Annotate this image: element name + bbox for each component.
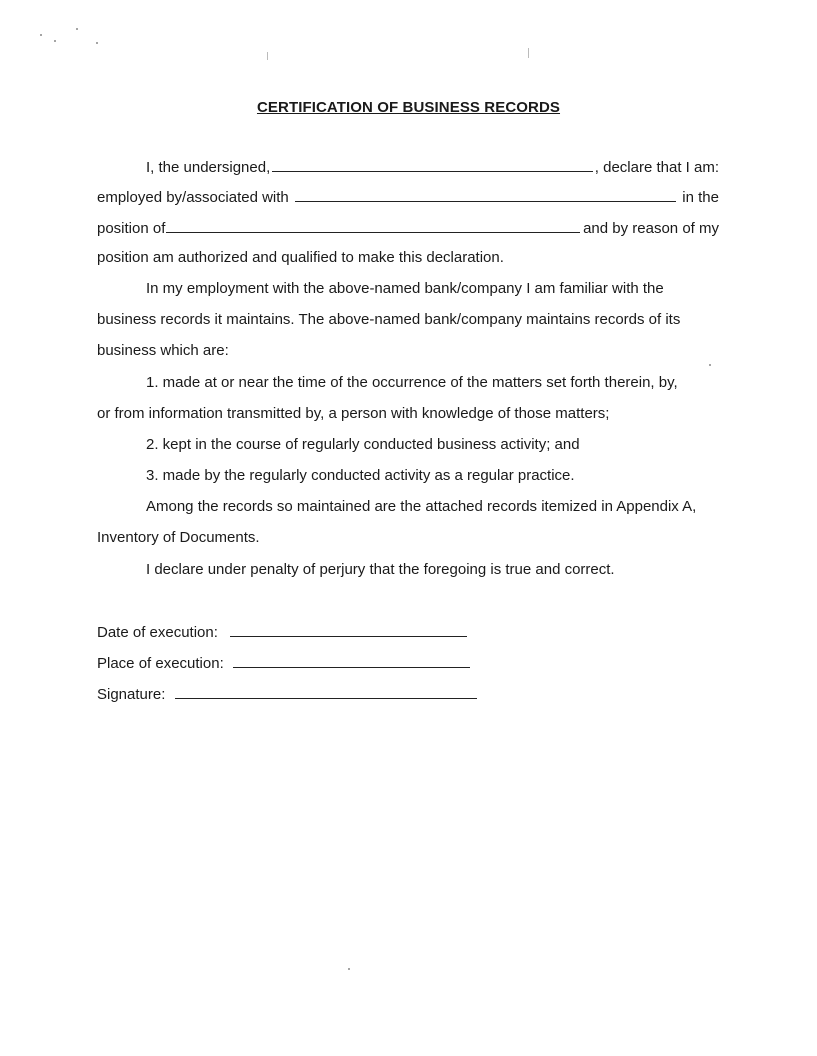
item-2: 2. kept in the course of regularly conducted business activity; and: [146, 436, 580, 453]
item-3: 3. made by the regularly conducted activity as a regular practice.: [146, 467, 575, 484]
place-blank[interactable]: [233, 653, 470, 668]
scan-speck: [96, 42, 98, 44]
date-field-row: [97, 622, 487, 642]
declaration-line-3: [97, 218, 719, 238]
employment-line-3: business which are:: [97, 342, 229, 359]
in-the-label: in the: [682, 189, 719, 206]
declaration-line-4: position am authorized and qualified to make this declaration.: [97, 249, 504, 266]
date-label: Date of execution:: [97, 624, 218, 641]
scan-speck: [54, 40, 56, 42]
scan-speck: [348, 968, 350, 970]
undersigned-label: I, the undersigned,: [146, 159, 271, 176]
scan-speck: [709, 364, 711, 366]
item-1-line-2: or from information transmitted by, a person with knowledge of those matters;: [97, 405, 610, 422]
records-line-1: Among the records so maintained are the attached records itemized in Appendix A,: [146, 498, 697, 515]
place-field-row: [97, 653, 487, 673]
signature-blank[interactable]: [175, 684, 477, 699]
employer-blank[interactable]: [295, 187, 677, 202]
declaration-line-2: [97, 187, 719, 207]
employed-by-label: employed by/associated with: [97, 189, 289, 206]
signature-label: Signature:: [97, 686, 166, 703]
employment-line-2: business records it maintains. The above-named bank/company maintains records of its: [97, 311, 681, 328]
scan-speck: [40, 34, 42, 36]
scan-speck: [267, 52, 268, 60]
declaration-line-1: [97, 157, 719, 177]
document-title: CERTIFICATION OF BUSINESS RECORDS: [256, 99, 561, 116]
by-reason-label: and by reason of my: [583, 220, 719, 237]
signature-field-row: [97, 684, 487, 704]
item-1-line-1: 1. made at or near the time of the occurrence of the matters set forth therein, by,: [146, 374, 678, 391]
employment-line-1: In my employment with the above-named bank/company I am familiar with the: [146, 280, 664, 297]
declare-label: , declare that I am:: [594, 159, 719, 176]
name-blank[interactable]: [272, 157, 593, 172]
scan-speck: [76, 28, 78, 30]
perjury-statement: I declare under penalty of perjury that the foregoing is true and correct.: [146, 561, 615, 578]
place-label: Place of execution:: [97, 655, 224, 672]
position-blank[interactable]: [166, 218, 580, 233]
date-blank[interactable]: [230, 622, 467, 637]
scan-speck: [528, 48, 529, 58]
records-line-2: Inventory of Documents.: [97, 529, 260, 546]
position-of-label: position of: [97, 220, 166, 237]
